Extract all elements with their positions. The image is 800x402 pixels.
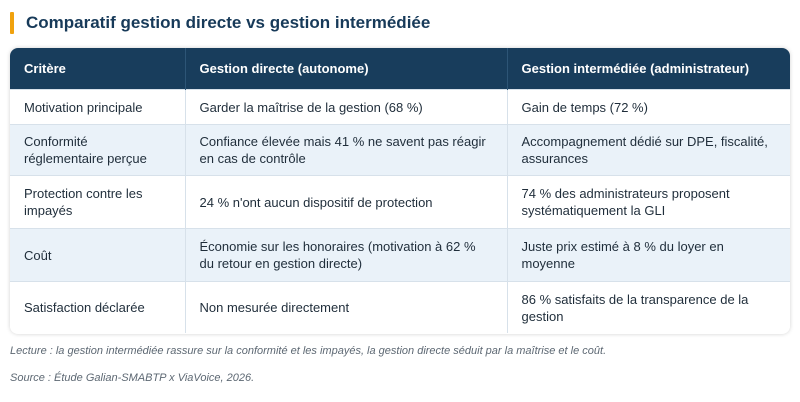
table-cell-critere: Protection contre les impayés — [10, 176, 185, 229]
table-row — [10, 176, 790, 229]
table-row — [10, 90, 790, 125]
table-cell-intermediee: Gain de temps (72 %) — [507, 90, 790, 125]
comparison-table-card — [10, 48, 790, 334]
table-cell-critere: Motivation principale — [10, 90, 185, 125]
table-cell-intermediee: Accompagnement dédié sur DPE, fiscalité, assurances — [507, 125, 790, 176]
table-cell-directe: 24 % n'ont aucun dispositif de protection — [185, 176, 507, 229]
header-critere: Critère — [10, 48, 185, 90]
table-cell-critere: Conformité réglementaire perçue — [10, 125, 185, 176]
lecture-note: Lecture : la gestion intermédiée rassure sur la conformité et les impayés, la gestion directe séduit par la maîtrise et le coût. — [10, 345, 607, 357]
table-cell-intermediee: 74 % des administrateurs proposent systématiquement la GLI — [507, 176, 790, 229]
header-gestion-intermediee: Gestion intermédiée (administrateur) — [507, 48, 790, 90]
table-row — [10, 125, 790, 176]
table-cell-directe: Non mesurée directement — [185, 282, 507, 334]
comparison-table — [10, 48, 790, 333]
title-accent-bar — [10, 12, 14, 34]
table-row — [10, 229, 790, 282]
table-notes — [10, 344, 790, 385]
table-cell-directe: Confiance élevée mais 41 % ne savent pas réagir en cas de contrôle — [185, 125, 507, 176]
table-cell-critere: Coût — [10, 229, 185, 282]
header-gestion-directe: Gestion directe (autonome) — [185, 48, 507, 90]
table-cell-intermediee: 86 % satisfaits de la transparence de la gestion — [507, 282, 790, 334]
table-cell-intermediee: Juste prix estimé à 8 % du loyer en moyenne — [507, 229, 790, 282]
table-header-row — [10, 48, 790, 90]
table-row — [10, 282, 790, 334]
title-bar — [10, 12, 430, 34]
table-cell-directe: Économie sur les honoraires (motivation à 62 % du retour en gestion directe) — [185, 229, 507, 282]
source-note: Source : Étude Galian-SMABTP x ViaVoice, 2026. — [10, 372, 255, 384]
page-title: Comparatif gestion directe vs gestion intermédiée — [26, 13, 431, 32]
table-cell-critere: Satisfaction déclarée — [10, 282, 185, 334]
table-cell-directe: Garder la maîtrise de la gestion (68 %) — [185, 90, 507, 125]
